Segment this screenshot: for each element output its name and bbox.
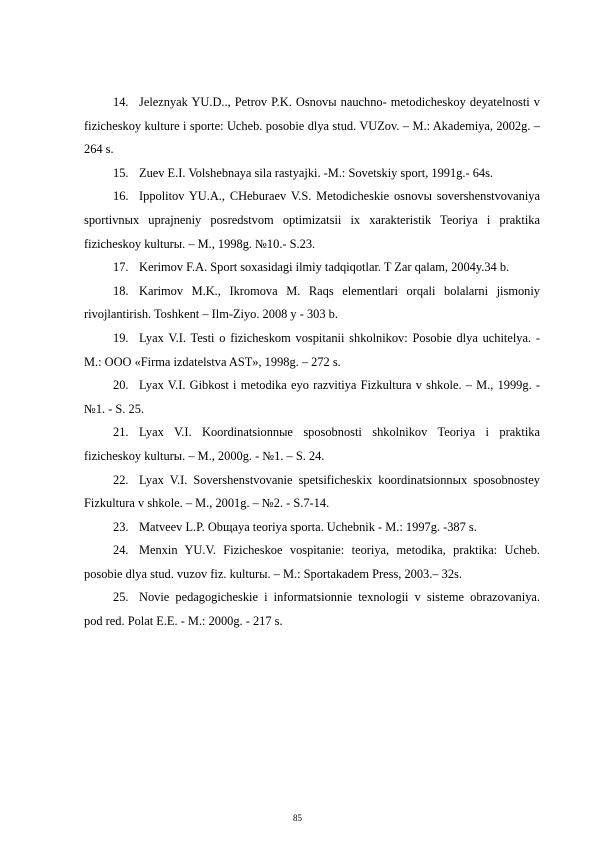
reference-list bbox=[84, 91, 540, 634]
reference-number: 19. bbox=[113, 330, 129, 345]
reference-item bbox=[84, 516, 540, 540]
reference-number: 18. bbox=[113, 283, 129, 298]
reference-item bbox=[84, 162, 540, 186]
reference-number: 16. bbox=[113, 189, 129, 204]
reference-item bbox=[84, 91, 540, 162]
reference-number: 17. bbox=[113, 260, 129, 275]
reference-text: Kerimov F.A. Sport soxasidagi ilmiy tadqiqotlar. T Zar qalam, 2004y.34 b. bbox=[139, 260, 510, 275]
reference-text: Lyax V.I. Koordinatsionnыe sposobnosti shkolnikov Teoriya i praktika fizicheskoy kulturы. – M., 2000g. - №1. – S. 24. bbox=[84, 425, 540, 463]
reference-item bbox=[84, 586, 540, 633]
reference-number: 21. bbox=[113, 425, 129, 440]
reference-text: Jeleznyak YU.D.., Petrov P.K. Osnovы nauchno- metodicheskoy deyatelnosti v fizicheskoy kulture i sporte: Ucheb. posobie dlya stud. VUZov. – M.: Akademiya, 2002g. – 264 s. bbox=[84, 95, 540, 157]
reference-text: Ippolitov YU.A., CHeburaev V.S. Metodicheskie osnovы sovershenstvovaniya sportivnыx uprajneniy posredstvom optimizatsii ix xarakteristik Teoriya i praktika fizicheskoy kulturы. – M., 1998g. №10.- S.23. bbox=[84, 189, 540, 251]
reference-item bbox=[84, 539, 540, 586]
reference-text: Matveev L.P. Obщaya teoriya sporta. Uchebnik - M.: 1997g. -387 s. bbox=[139, 519, 477, 534]
reference-number: 14. bbox=[113, 95, 129, 109]
reference-item bbox=[84, 421, 540, 468]
page-number: 85 bbox=[293, 813, 302, 823]
reference-text: Lyax V.I. Sovershenstvovanie spetsificheskix koordinatsionnыx sposobnostey Fizkultura v shkole. – M., 2001g. – №2. - S.7-14. bbox=[84, 472, 540, 511]
reference-text: Menxin YU.V. Fizicheskoe vospitanie: teoriya, metodika, praktika: Ucheb. posobie dlya stud. vuzov fiz. kulturы. – M.: Sportakadem Press, 2003.– 32s. bbox=[84, 543, 540, 581]
reference-item bbox=[84, 256, 540, 280]
reference-number: 24. bbox=[113, 543, 129, 558]
reference-item bbox=[84, 469, 540, 516]
reference-item bbox=[84, 374, 540, 421]
reference-number: 22. bbox=[113, 472, 129, 487]
reference-text: Zuev E.I. Volshebnaya sila rastyajki. -M.: Sovetskiy sport, 1991g.- 64s. bbox=[139, 165, 494, 180]
reference-text: Karimov M.K., Ikromova M. Raqs elementlari orqali bolalarni jismoniy rivojlantirish. Toshkent – Ilm-Ziyo. 2008 y - 303 b. bbox=[84, 283, 540, 322]
reference-item bbox=[84, 280, 540, 327]
reference-number: 25. bbox=[113, 590, 129, 605]
reference-text: Lyax V.I. Gibkost i metodika eyo razvitiya Fizkultura v shkole. – M., 1999g. - №1. - S. 25. bbox=[84, 378, 540, 416]
reference-item bbox=[84, 327, 540, 374]
reference-text: Novie pedagogicheskie i informatsionnie texnologii v sisteme obrazovaniya. pod red. Polat E.E. - M.: 2000g. - 217 s. bbox=[84, 590, 540, 629]
reference-item bbox=[84, 185, 540, 256]
reference-number: 20. bbox=[113, 378, 129, 393]
reference-number: 15. bbox=[113, 165, 129, 180]
reference-text: Lyax V.I. Testi o fizicheskom vospitanii shkolnikov: Posobie dlya uchitelya. - M.: OOO «Firma izdatelstva AST», 1998g. – 272 s. bbox=[84, 330, 540, 369]
reference-number: 23. bbox=[113, 519, 129, 534]
